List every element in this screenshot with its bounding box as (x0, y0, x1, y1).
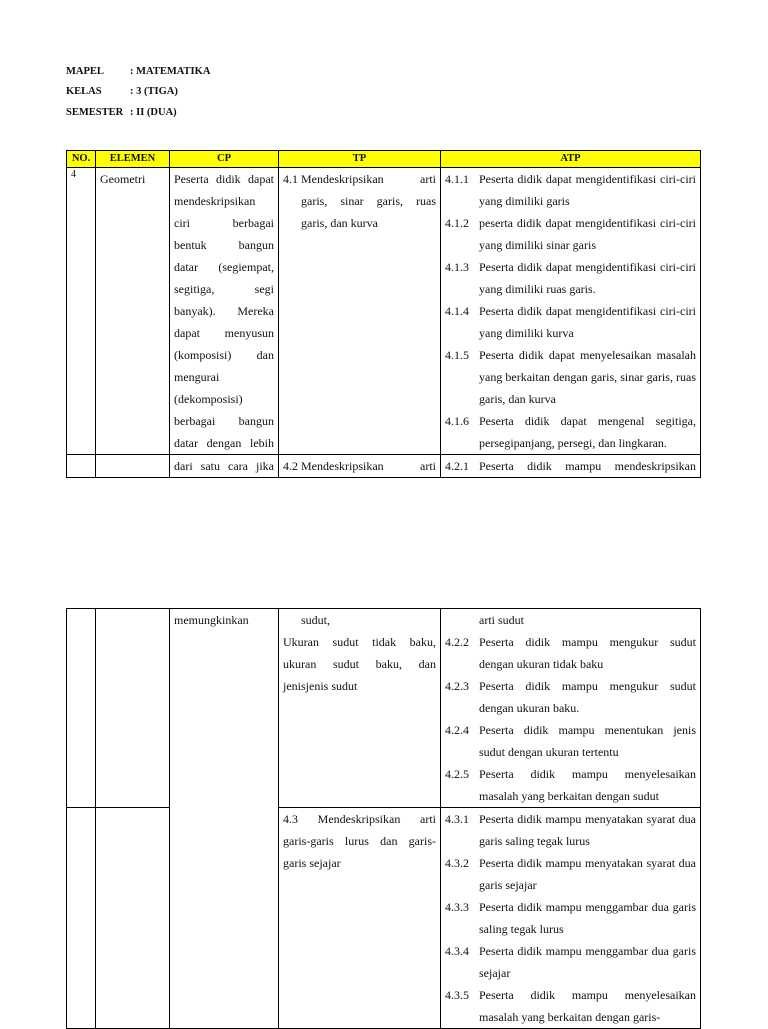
atp-number: 4.2.1 (445, 459, 469, 473)
atp-text: Peserta didik dapat mengidentifikasi ciri-ciri yang dimiliki kurva (479, 304, 696, 340)
no-cell (67, 808, 96, 1029)
atp-text: arti sudut (479, 613, 524, 627)
elemen-cell (96, 455, 170, 478)
atp-number: 4.1.2 (445, 216, 469, 230)
cp-cell-continued (170, 455, 279, 478)
atp-text: Peserta didik mampu mengukur sudut dengan ukuran baku. (479, 679, 696, 715)
cp-line: ciri berbagai (174, 216, 274, 230)
tp-item (283, 455, 436, 477)
tp-line: garis, sinar garis, ruas (301, 194, 436, 208)
atp-number: 4.1.3 (445, 260, 469, 274)
atp-cell-4-1 (441, 168, 701, 455)
tp-line: ukuran sudut baku, dan (283, 657, 436, 671)
no-cell (67, 609, 96, 808)
atp-text: Peserta didik mampu menggambar dua garis sejajar (479, 944, 696, 980)
atp-number: 4.1.5 (445, 348, 469, 362)
cp-line: berbagai bangun (174, 414, 274, 428)
atp-number: 4.2.3 (445, 679, 469, 693)
kelas-value: : 3 (TIGA) (130, 86, 178, 97)
table-page-2 (66, 608, 701, 1029)
atp-text: Peserta didik dapat menyelesaikan masalah yang berkaitan dengan garis, sinar garis, ruas garis, dan kurva (479, 348, 696, 406)
tp-cell-4-2 (279, 455, 441, 478)
atp-number: 4.1.6 (445, 414, 469, 428)
atp-item (445, 344, 696, 410)
atp-text: Peserta didik mampu mengukur sudut dengan ukuran tidak baku (479, 635, 696, 671)
tp-line: jenisjenis sudut (283, 679, 358, 693)
tp-number: 4.2 (283, 459, 298, 473)
tp-line: Mendeskripsikan arti (301, 172, 436, 186)
atp-number: 4.3.3 (445, 900, 469, 914)
mapel-value: : MATEMATIKA (130, 66, 211, 77)
atp-number: 4.3.5 (445, 988, 469, 1002)
atp-item (445, 808, 696, 852)
semester-value: : II (DUA) (130, 107, 177, 118)
tp-line: 4.3 Mendeskripsikan arti (283, 812, 436, 826)
tp-line: garis-garis lurus dan garis- (283, 834, 436, 848)
cp-line: dapat menyusun (174, 326, 274, 340)
atp-item (445, 631, 696, 675)
cp-line: segitiga, segi (174, 282, 274, 296)
tp-line: Mendeskripsikan arti (301, 459, 436, 473)
atp-text: peserta didik dapat mengidentifikasi ciri-ciri yang dimiliki sinar garis (479, 216, 696, 252)
tp-cell-4-3 (279, 808, 441, 1029)
tp-line: Ukuran sudut tidak baku, (283, 635, 436, 649)
semester-key: SEMESTER (66, 107, 124, 118)
atp-text: Peserta didik dapat mengidentifikasi ciri-ciri yang dimiliki garis (479, 172, 696, 208)
header-no: NO. (67, 151, 96, 168)
elemen-cell: Geometri (96, 168, 170, 455)
atp-item (445, 940, 696, 984)
atp-number: 4.1.1 (445, 172, 469, 186)
table-row (67, 455, 701, 478)
header-elemen: ELEMEN (96, 151, 170, 168)
mapel-row (66, 66, 210, 77)
cp-cell (170, 168, 279, 455)
cp-line: datar (segiempat, (174, 260, 274, 274)
atp-number: 4.2.5 (445, 767, 469, 781)
cp-line: memungkinkan (174, 613, 249, 627)
atp-item (445, 984, 696, 1028)
atp-text: Peserta didik mampu menyelesaikan masalah yang berkaitan dengan sudut (479, 767, 696, 803)
atp-number: 4.2.2 (445, 635, 469, 649)
atp-cell-4-2-continued (441, 609, 701, 808)
kelas-key: KELAS (66, 86, 102, 97)
header-tp: TP (279, 151, 441, 168)
atp-cell-4-3 (441, 808, 701, 1029)
header-atp: ATP (441, 151, 701, 168)
cp-line: (komposisi) dan (174, 348, 274, 362)
no-cell (67, 455, 96, 478)
atp-text: Peserta didik mampu menentukan jenis sudut dengan ukuran tertentu (479, 723, 696, 759)
cp-line: banyak). Mereka (174, 304, 274, 318)
table-row (67, 808, 701, 1029)
atp-item (445, 852, 696, 896)
tp-cell-4-1 (279, 168, 441, 455)
no-cell: 4 (67, 168, 96, 455)
tp-number: 4.1 (283, 172, 298, 186)
atp-text: Peserta didik mampu mendeskripsikan (479, 459, 696, 473)
atp-item (445, 410, 696, 454)
semester-row (66, 107, 177, 118)
table-row (67, 168, 701, 455)
cp-line: (dekomposisi) (174, 392, 243, 406)
atp-number: 4.3.4 (445, 944, 469, 958)
tp-line: garis, dan kurva (301, 216, 378, 230)
elemen-cell (96, 808, 170, 1029)
atp-number: 4.2.4 (445, 723, 469, 737)
atp-item (445, 212, 696, 256)
atp-text: Peserta didik mampu menyatakan syarat dua garis saling tegak lurus (479, 812, 696, 848)
tp-cell-4-2-continued (279, 609, 441, 808)
table-row (67, 609, 701, 808)
atp-item (445, 763, 696, 807)
atp-item (445, 675, 696, 719)
tp-line: sudut, (301, 613, 331, 627)
table-page-1 (66, 150, 701, 478)
cp-cell-continued (170, 609, 279, 1029)
atp-item (445, 896, 696, 940)
atp-number: 4.3.1 (445, 812, 469, 826)
atp-number: 4.3.2 (445, 856, 469, 870)
table-header-row (67, 151, 701, 168)
tp-item (283, 168, 436, 190)
atp-text: Peserta didik dapat mengenal segitiga, persegipanjang, persegi, dan lingkaran. (479, 414, 696, 450)
kelas-row (66, 86, 178, 97)
atp-item (445, 168, 696, 212)
atp-item (445, 256, 696, 300)
atp-text: Peserta didik mampu menyelesaikan masalah yang berkaitan dengan garis- (479, 988, 696, 1024)
atp-item (445, 300, 696, 344)
atp-text: Peserta didik mampu menggambar dua garis saling tegak lurus (479, 900, 696, 936)
cp-line: bentuk bangun (174, 238, 274, 252)
mapel-key: MAPEL (66, 66, 104, 77)
atp-number: 4.1.4 (445, 304, 469, 318)
atp-cell-4-2 (441, 455, 701, 478)
atp-text: Peserta didik mampu menyatakan syarat dua garis sejajar (479, 856, 696, 892)
cp-line: mendeskripsikan (174, 194, 256, 208)
atp-item (445, 719, 696, 763)
cp-line: datar dengan lebih (174, 436, 274, 450)
header-cp: CP (170, 151, 279, 168)
elemen-cell (96, 609, 170, 808)
cp-line: mengurai (174, 370, 220, 384)
tp-line: garis sejajar (283, 856, 341, 870)
cp-line: Peserta didik dapat (174, 172, 274, 186)
cp-line: dari satu cara jika (174, 459, 274, 473)
atp-text: Peserta didik dapat mengidentifikasi ciri-ciri yang dimiliki ruas garis. (479, 260, 696, 296)
atp-item (445, 455, 696, 477)
